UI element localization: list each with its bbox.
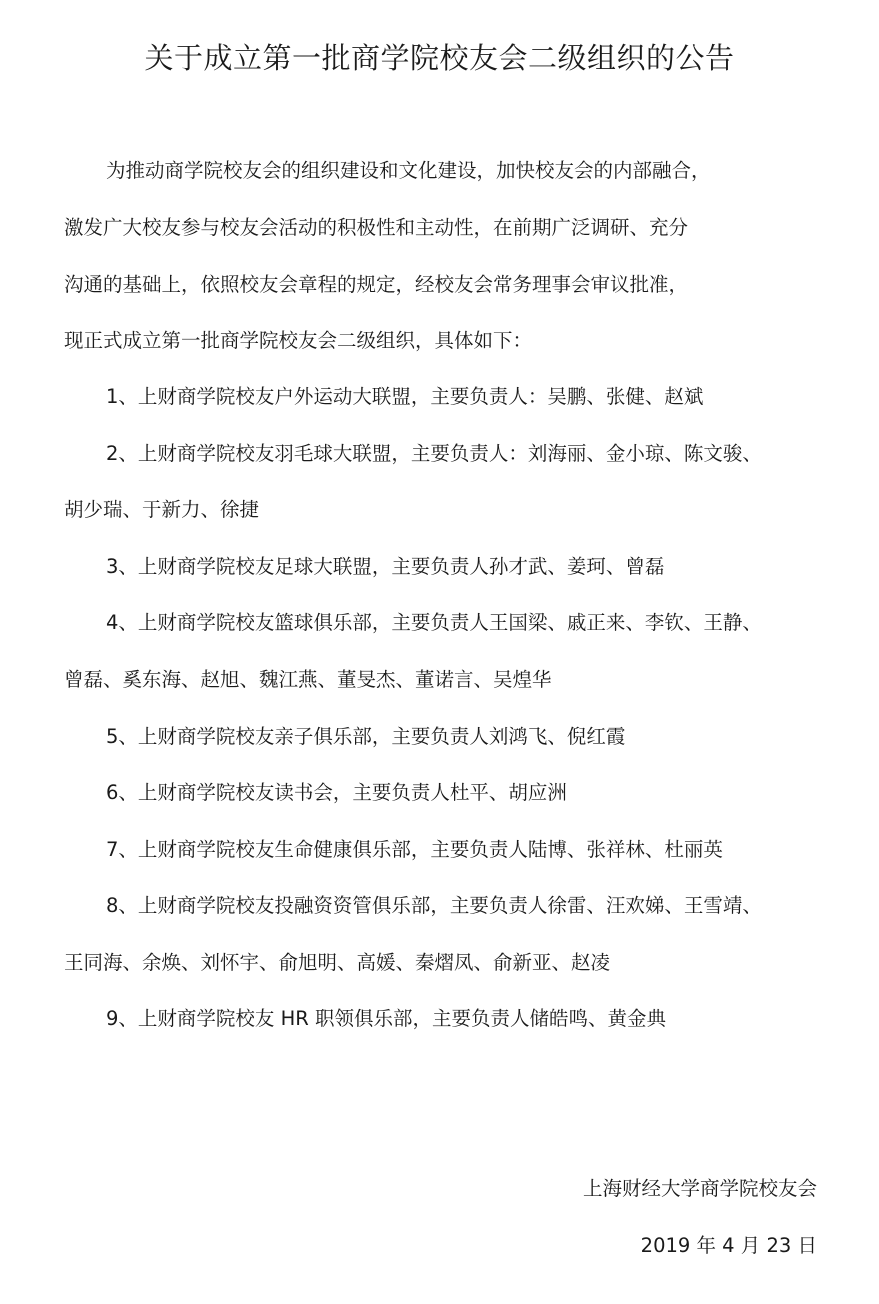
list-item: 4、上财商学院校友篮球俱乐部，主要负责人王国梁、戚正来、李钦、王静、	[106, 611, 762, 634]
date: 2019 年 4 月 23 日	[640, 1234, 817, 1257]
list-item: 7、上财商学院校友生命健康俱乐部，主要负责人陆博、张祥林、杜丽英	[106, 838, 723, 861]
list-item: 2、上财商学院校友羽毛球大联盟，主要负责人：刘海丽、金小琼、陈文骏、	[106, 442, 762, 465]
list-item: 3、上财商学院校友足球大联盟，主要负责人孙才武、姜珂、曾磊	[106, 555, 665, 578]
list-item-continuation: 王同海、余焕、刘怀宇、俞旭明、高媛、秦熠凤、俞新亚、赵凌	[64, 951, 611, 974]
list-item: 9、上财商学院校友 HR 职领俱乐部，主要负责人储皓鸣、黄金典	[106, 1007, 667, 1030]
intro-line: 为推动商学院校友会的组织建设和文化建设，加快校友会的内部融合，	[106, 159, 711, 182]
signature: 上海财经大学商学院校友会	[582, 1177, 817, 1200]
list-item-continuation: 曾磊、奚东海、赵旭、魏江燕、董旻杰、董诺言、吴煌华	[64, 668, 552, 691]
list-item: 1、上财商学院校友户外运动大联盟，主要负责人：吴鹏、张健、赵斌	[106, 385, 704, 408]
list-item-continuation: 胡少瑞、于新力、徐捷	[64, 498, 260, 521]
intro-line: 激发广大校友参与校友会活动的积极性和主动性，在前期广泛调研、充分	[64, 216, 689, 239]
intro-line: 现正式成立第一批商学院校友会二级组织，具体如下：	[64, 329, 533, 352]
list-item: 5、上财商学院校友亲子俱乐部，主要负责人刘鸿飞、倪红霞	[106, 725, 626, 748]
list-item: 8、上财商学院校友投融资资管俱乐部，主要负责人徐雷、汪欢娣、王雪靖、	[106, 894, 762, 917]
intro-line: 沟通的基础上，依照校友会章程的规定，经校友会常务理事会审议批准，	[64, 273, 689, 296]
list-item: 6、上财商学院校友读书会，主要负责人杜平、胡应洲	[106, 781, 567, 804]
announcement-title: 关于成立第一批商学院校友会二级组织的公告	[144, 41, 735, 75]
